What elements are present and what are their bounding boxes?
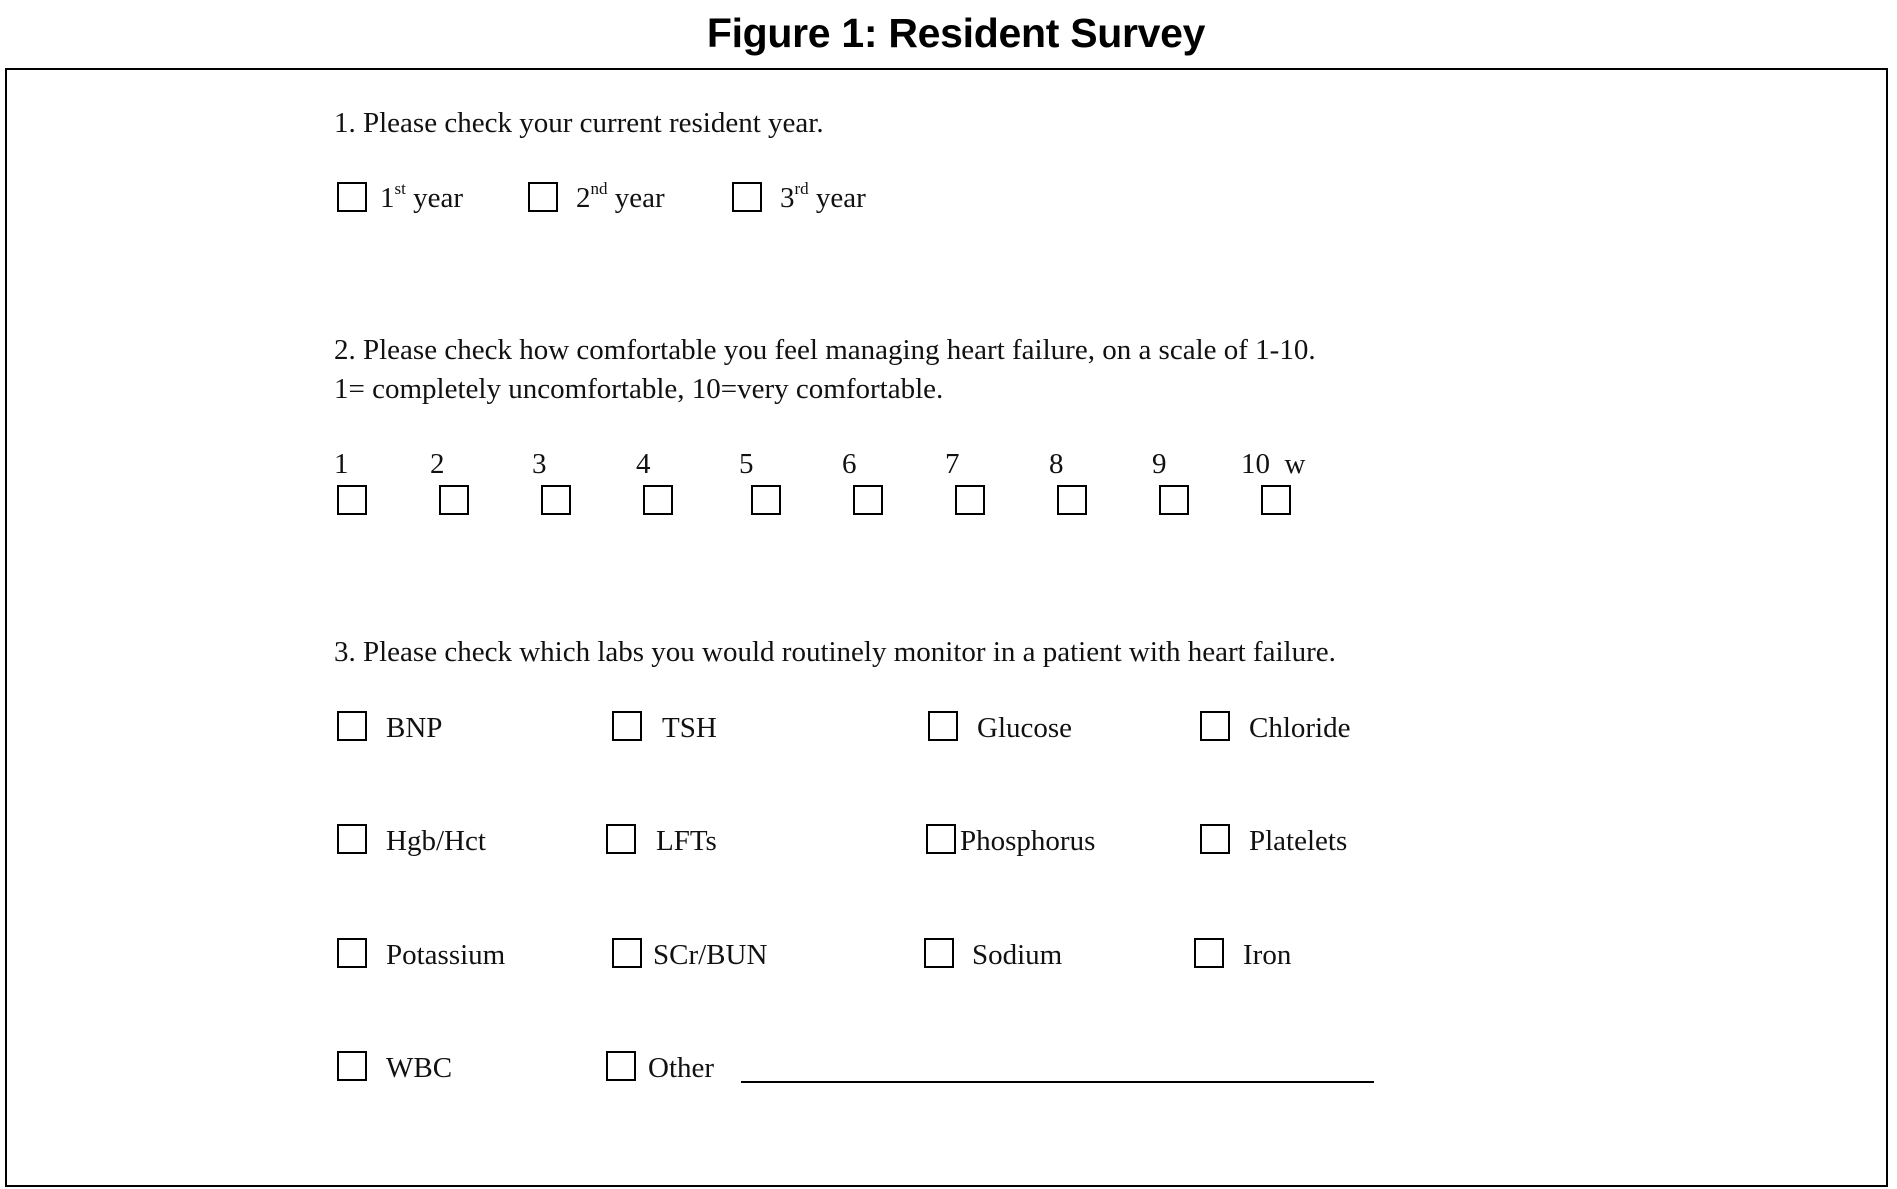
checkbox-lab-wbc[interactable] [337,1051,367,1081]
option-year-3-suffix: year [808,182,866,214]
checkbox-lab-other[interactable] [606,1051,636,1081]
checkbox-lab-sodium[interactable] [924,938,954,968]
option-year-2-sup: nd [590,179,608,199]
checkbox-lab-bnp[interactable] [337,711,367,741]
checkbox-year-1[interactable] [337,182,367,212]
scale-label-8: 8 [1049,448,1064,480]
option-year-3-sup: rd [794,179,809,199]
checkbox-lab-lfts[interactable] [606,824,636,854]
checkbox-year-2[interactable] [528,182,558,212]
lab-label-bnp: BNP [386,712,443,744]
lab-label-wbc: WBC [386,1052,453,1084]
option-year-1-suffix: year [405,182,463,214]
checkbox-scale-8[interactable] [1057,485,1087,515]
other-write-in-line[interactable] [741,1081,1374,1083]
checkbox-lab-chloride[interactable] [1200,711,1230,741]
scale-label-3: 3 [532,448,547,480]
checkbox-scale-10[interactable] [1261,485,1291,515]
checkbox-lab-potassium[interactable] [337,938,367,968]
checkbox-lab-phosphorus[interactable] [926,824,956,854]
checkbox-scale-6[interactable] [853,485,883,515]
option-year-1-sup: st [394,179,406,199]
scale-label-1: 1 [334,448,349,480]
option-year-1-label [380,181,463,215]
checkbox-scale-3[interactable] [541,485,571,515]
lab-label-platelets: Platelets [1249,825,1348,857]
option-year-2-label [576,181,665,215]
scale-label-10: 10 w [1241,448,1306,480]
lab-label-scr-bun: SCr/BUN [653,939,768,971]
figure-title: Figure 1: Resident Survey [706,10,1206,56]
lab-label-tsh: TSH [662,712,717,744]
checkbox-scale-9[interactable] [1159,485,1189,515]
scale-label-2: 2 [430,448,445,480]
q1-question: 1. Please check your current resident year. [334,107,824,139]
lab-label-phosphorus: Phosphorus [960,825,1096,857]
option-year-3-num: 3 [780,182,795,214]
lab-label-potassium: Potassium [386,939,506,971]
checkbox-scale-4[interactable] [643,485,673,515]
checkbox-lab-glucose[interactable] [928,711,958,741]
q2-question-line1: 2. Please check how comfortable you feel managing heart failure, on a scale of 1-10. [334,334,1316,366]
checkbox-lab-iron[interactable] [1194,938,1224,968]
scale-label-4: 4 [636,448,651,480]
checkbox-scale-7[interactable] [955,485,985,515]
option-year-1-num: 1 [380,182,395,214]
option-year-3-label [780,181,866,215]
scale-label-6: 6 [842,448,857,480]
q3-question: 3. Please check which labs you would routinely monitor in a patient with heart failure. [334,636,1336,668]
checkbox-scale-1[interactable] [337,485,367,515]
checkbox-scale-5[interactable] [751,485,781,515]
checkbox-scale-2[interactable] [439,485,469,515]
scale-label-7: 7 [945,448,960,480]
checkbox-lab-tsh[interactable] [612,711,642,741]
scale-label-5: 5 [739,448,754,480]
checkbox-year-3[interactable] [732,182,762,212]
checkbox-lab-platelets[interactable] [1200,824,1230,854]
lab-label-iron: Iron [1243,939,1292,971]
option-year-2-suffix: year [607,182,665,214]
option-year-2-num: 2 [576,182,591,214]
lab-label-sodium: Sodium [972,939,1063,971]
lab-label-lfts: LFTs [656,825,717,857]
survey-frame [5,68,1888,1187]
lab-label-chloride: Chloride [1249,712,1351,744]
q2-question-line2: 1= completely uncomfortable, 10=very comfortable. [334,373,944,405]
lab-label-glucose: Glucose [977,712,1073,744]
checkbox-lab-scr-bun[interactable] [612,938,642,968]
lab-label-other: Other [648,1052,715,1084]
scale-label-9: 9 [1152,448,1167,480]
lab-label-hgb-hct: Hgb/Hct [386,825,486,857]
checkbox-lab-hgb-hct[interactable] [337,824,367,854]
